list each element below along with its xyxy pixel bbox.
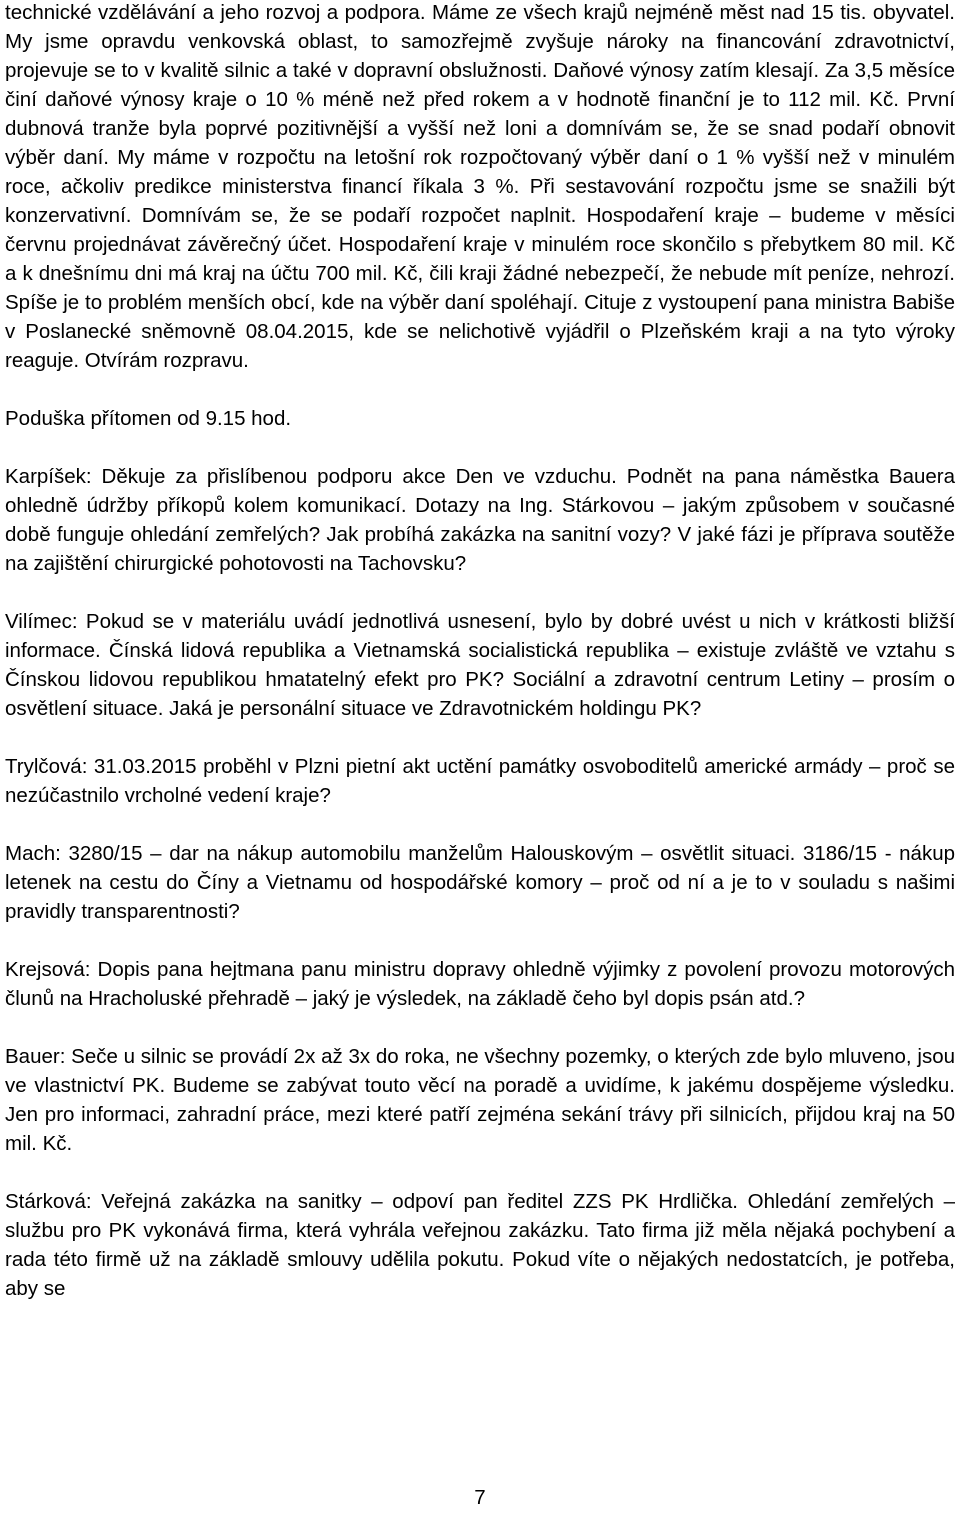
page-number: 7 bbox=[474, 1486, 486, 1509]
paragraph-krejsova: Krejsová: Dopis pana hejtmana panu ministru dopravy ohledně výjimky z povolení provozu motorových člunů na Hracholuské přehradě – jaký je výsledek, na základě čeho byl dopis psán atd.? bbox=[5, 958, 955, 1010]
paragraph-starkova: Stárková: Veřejná zakázka na sanitky – odpoví pan ředitel ZZS PK Hrdlička. Ohledání zemřelých – službu pro PK vykonává firma, která vyhrála veřejnou zakázku. Tato firma již měla nějaká pochybení a rada této firmě už na základě smlouvy udělila pokutu. Pokud víte o nějakých nedostatcích, je potřeba, aby se bbox=[5, 1190, 955, 1300]
paragraph-spacer bbox=[5, 810, 955, 839]
paragraph-spacer bbox=[5, 1013, 955, 1042]
paragraph-poduska: Poduška přítomen od 9.15 hod. bbox=[5, 407, 292, 430]
paragraph-karpisek: Karpíšek: Děkuje za přislíbenou podporu akce Den ve vzduchu. Podnět na pana náměstka Bauera ohledně údržby příkopů kolem komunikací. Dotazy na Ing. Stárkovou – jakým způsobem v současné době funguje ohledání zemřelých? Jak probíhá zakázka na sanitní vozy? V jaké fázi je příprava soutěže na zajištění chirurgické pohotovosti na Tachovsku? bbox=[5, 465, 955, 575]
paragraph-intro: technické vzdělávání a jeho rozvoj a podpora. Máme ze všech krajů nejméně měst nad 15 tis. obyvatel. My jsme opravdu venkovská oblast, to samozřejmě zvyšuje nároky na financování zdravotnictví, projevuje se to v kvalitě silnic a také v dopravní obslužnosti. Daňové výnosy zatím klesají. Za 3,5 měsíce činí daňové výnosy kraje o 10 % méně než před rokem a v hodnotě finanční je to 112 mil. Kč. První dubnová tranže byla poprvé pozitivnější a vyšší než loni a domnívám se, že se snad podaří obnovit výběr daní. My máme v rozpočtu na letošní rok rozpočtovaný výběr daní o 1 % vyšší než v minulém roce, ačkoliv predikce ministerstva financí říkala 3 %. Při sestavování rozpočtu jsme se snažili být konzervativní. Domnívám se, že se podaří rozpočet naplnit. Hospodaření kraje – budeme v měsíci červnu projednávat závěrečný účet. Hospodaření kraje v minulém roce skončilo s přebytkem 80 mil. Kč a k dnešnímu dni má kraj na účtu 700 mil. Kč, čili kraji žádné nebezpečí, že nebude mít peníze, nehrozí. Spíše je to problém menších obcí, kde na výběr daní spoléhají. Cituje z vystoupení pana ministra Babiše v Poslanecké sněmovně 08.04.2015, kde se nelichotivě vyjádřil o Plzeňském kraji a na tyto výroky reaguje. Otvírám rozpravu. bbox=[5, 1, 955, 372]
paragraph-trylcova: Trylčová: 31.03.2015 proběhl v Plzni pietní akt uctění památky osvoboditelů americké armády – proč se nezúčastnilo vrcholné vedení kraje? bbox=[5, 755, 955, 807]
document-page bbox=[5, 0, 955, 1303]
paragraph-spacer bbox=[5, 433, 955, 462]
paragraph-spacer bbox=[5, 723, 955, 752]
paragraph-spacer bbox=[5, 1158, 955, 1187]
paragraph-vilimec: Vilímec: Pokud se v materiálu uvádí jednotlivá usnesení, bylo by dobré uvést u nich v krátkosti bližší informace. Čínská lidová republika a Vietnamská socialistická republika – existuje zvláště ve vztahu s Čínskou lidovou republikou hmatatelný efekt pro PK? Sociální a zdravotní centrum Letiny – prosím o osvětlení situace. Jaká je personální situace ve Zdravotnickém holdingu PK? bbox=[5, 610, 955, 720]
paragraph-spacer bbox=[5, 926, 955, 955]
paragraph-bauer: Bauer: Seče u silnic se provádí 2x až 3x do roka, ne všechny pozemky, o kterých zde bylo mluveno, jsou ve vlastnictví PK. Budeme se zabývat touto věcí na poradě a uvidíme, k jakému dospějeme výsledku. Jen pro informaci, zahradní práce, mezi které patří zejména sekání trávy při silnicích, přijdou kraj na 50 mil. Kč. bbox=[5, 1045, 955, 1155]
paragraph-mach: Mach: 3280/15 – dar na nákup automobilu manželům Halouskovým – osvětlit situaci. 3186/15 - nákup letenek na cestu do Číny a Vietnamu od hospodářské komory – proč od ní a je to v souladu s našimi pravidly transparentnosti? bbox=[5, 842, 955, 923]
paragraph-spacer bbox=[5, 375, 955, 404]
paragraph-spacer bbox=[5, 578, 955, 607]
